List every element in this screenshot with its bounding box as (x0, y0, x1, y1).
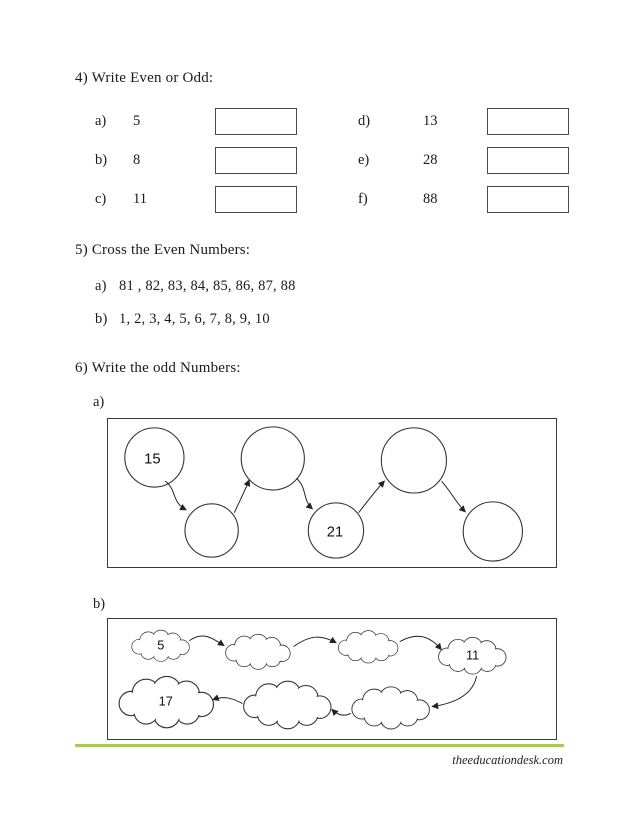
answer-box-a[interactable] (215, 108, 297, 135)
q4-row-a (95, 108, 297, 135)
item-letter-c: c) (95, 191, 107, 207)
number-circles[interactable] (125, 427, 523, 561)
q4-row-f (358, 186, 569, 213)
q4-row-b (95, 147, 297, 174)
item-letter-b: b) (95, 311, 108, 327)
cloud-3[interactable] (338, 631, 398, 663)
arrow-4-5 (359, 481, 385, 513)
question-4-title: 4) Write Even or Odd: (75, 70, 214, 86)
question-6-title: 6) Write the odd Numbers: (75, 360, 241, 376)
cloud-value-17: 17 (158, 693, 173, 709)
q4-row-d (358, 108, 569, 135)
item-letter-b: b) (95, 152, 108, 168)
arrow-7-6 (332, 709, 351, 715)
arrow-4-7 (432, 676, 476, 706)
item-number-d: 13 (423, 113, 438, 129)
item-letter-f: f) (358, 191, 368, 207)
number-sequence-a: 81 , 82, 83, 84, 85, 86, 87, 88 (119, 278, 296, 294)
cloud-value-11: 11 (466, 647, 480, 663)
answer-box-f[interactable] (487, 186, 569, 213)
arrow-1-2 (189, 636, 223, 646)
q4-row-e (358, 147, 569, 174)
number-sequence-b: 1, 2, 3, 4, 5, 6, 7, 8, 9, 10 (119, 311, 270, 327)
arrow-6-5 (213, 698, 243, 704)
arrow-3-4 (400, 636, 441, 649)
question-5-title: 5) Cross the Even Numbers: (75, 242, 251, 258)
q6-part-b-label: b) (93, 596, 106, 612)
arrow-5-6 (442, 481, 466, 512)
number-clouds[interactable] (119, 630, 506, 729)
item-number-b: 8 (133, 152, 141, 168)
item-number-c: 11 (133, 191, 147, 207)
cloud-6[interactable] (244, 681, 331, 729)
item-letter-e: e) (358, 152, 370, 168)
cloud-7[interactable] (352, 687, 429, 729)
q5-row-a (95, 278, 296, 295)
answer-box-d[interactable] (487, 108, 569, 135)
cloud-value-5: 5 (157, 637, 165, 653)
odd-numbers-circles-box (107, 418, 557, 568)
answer-box-b[interactable] (215, 147, 297, 174)
q5-row-b (95, 311, 270, 328)
item-letter-a: a) (95, 113, 107, 129)
q4-row-c (95, 186, 297, 213)
arrow-2-3 (234, 480, 249, 513)
item-letter-d: d) (358, 113, 371, 129)
circle-value-21: 21 (326, 524, 344, 541)
circle-3[interactable] (241, 427, 304, 490)
item-number-f: 88 (423, 191, 438, 207)
footer-site-name: theeducationdesk.com (452, 753, 563, 767)
arrow-3-4 (296, 478, 312, 509)
footer-line (75, 744, 564, 747)
answer-box-c[interactable] (215, 186, 297, 213)
circle-5[interactable] (381, 428, 446, 493)
arrow-1-2 (165, 481, 186, 510)
circle-value-15: 15 (144, 451, 161, 468)
item-letter-a: a) (95, 278, 107, 294)
circle-2[interactable] (185, 504, 238, 557)
circles-chain-figure (108, 419, 556, 567)
q6-part-a-label: a) (93, 394, 105, 410)
arrow-2-3 (294, 637, 336, 646)
answer-box-e[interactable] (487, 147, 569, 174)
cloud-2[interactable] (226, 634, 291, 669)
item-number-a: 5 (133, 113, 141, 129)
clouds-chain-figure (108, 619, 556, 739)
circle-6[interactable] (463, 502, 522, 561)
item-number-e: 28 (423, 152, 438, 168)
odd-numbers-clouds-box (107, 618, 557, 740)
